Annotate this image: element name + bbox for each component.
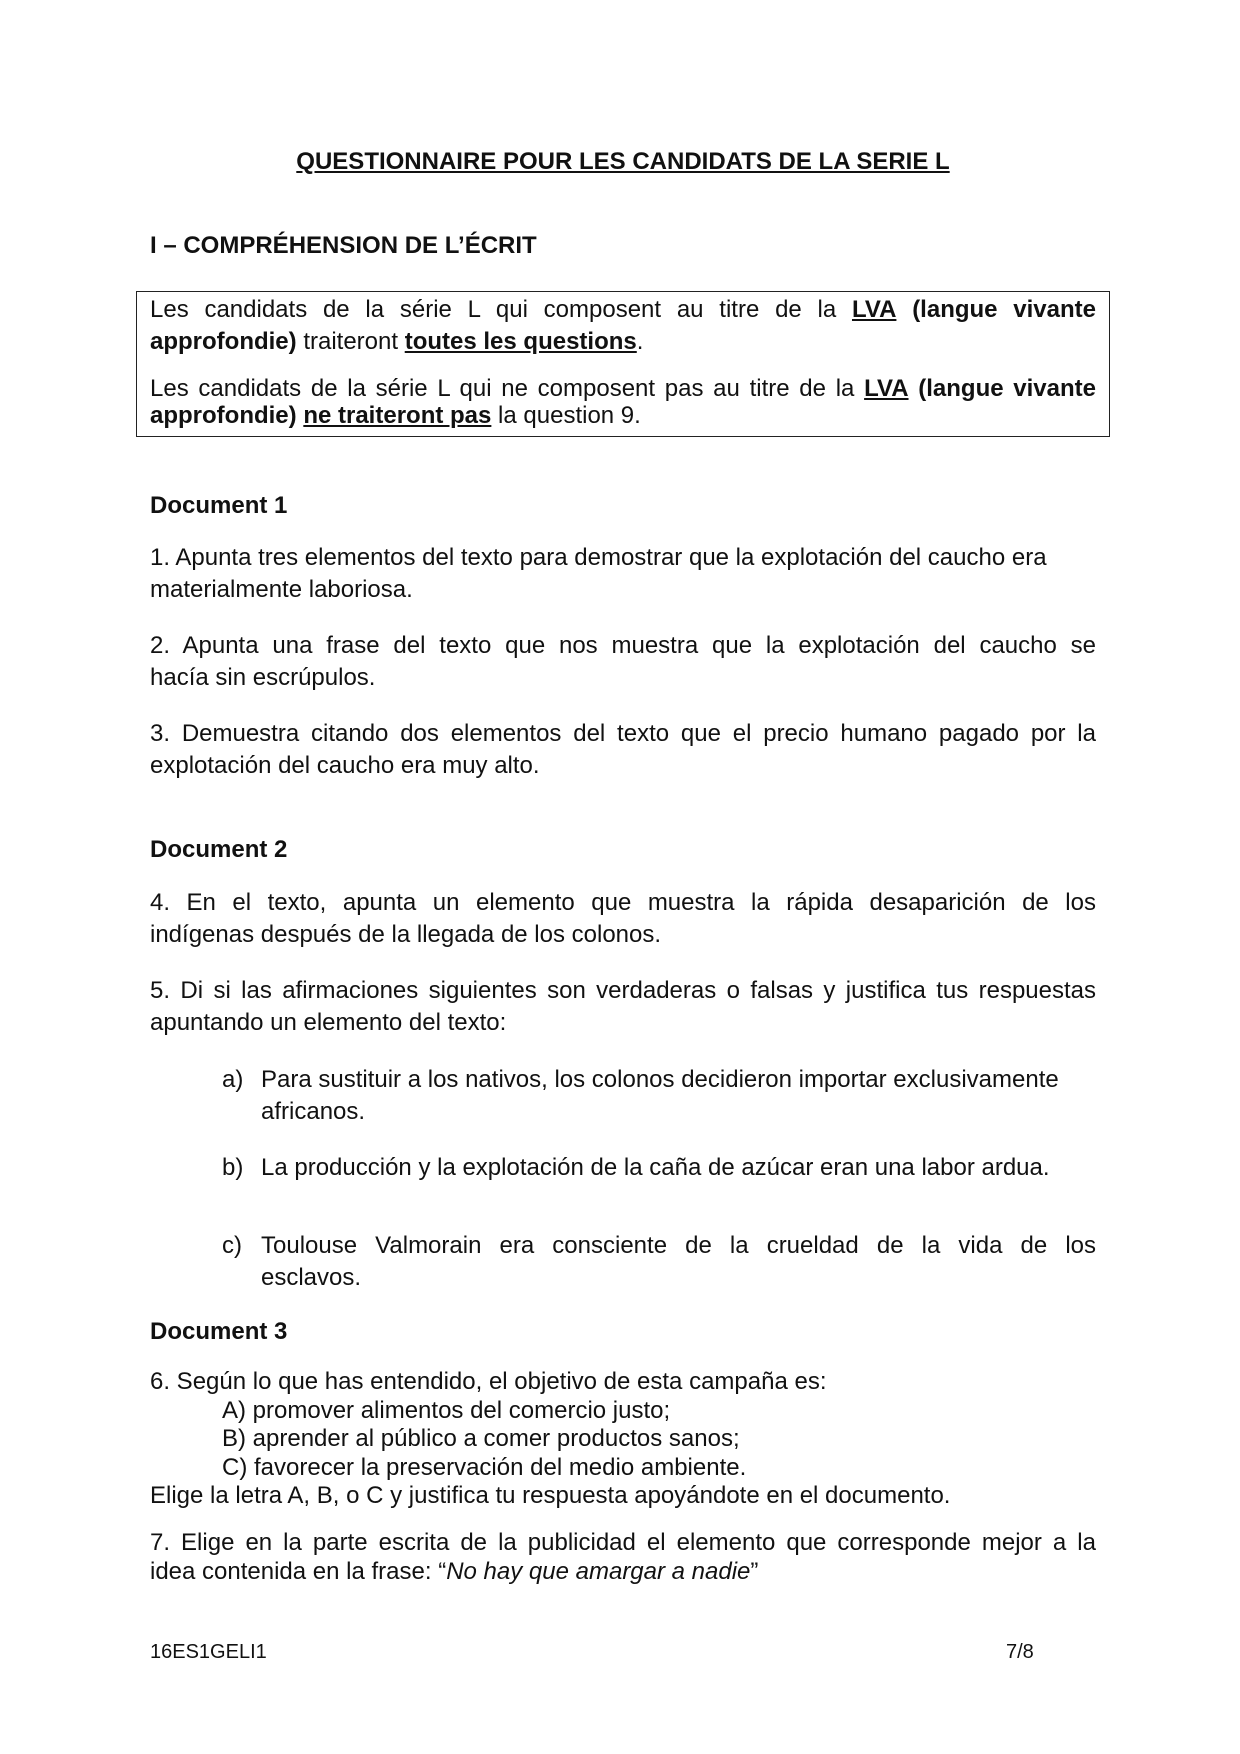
lva-term: LVA (851, 296, 897, 323)
notice-p2-line1: Les candidats de la série L qui ne composent pas au titre de la LVA (langue vivante (150, 375, 1097, 402)
statement-c: Toulouse Valmorain era consciente de la crueldad de la vida de los esclavos. (261, 1232, 1096, 1291)
option-c: C) favorecer la preservación del medio ambiente. (222, 1453, 747, 1481)
question-2: 2. Apunta una frase del texto que nos muestra que la explotación del caucho se hacía sin escrúpulos. (150, 632, 1096, 691)
document-1-heading: Document 1 (150, 492, 288, 519)
question-5: 5. Di si las afirmaciones siguientes son verdaderas o falsas y justifica tus respuestas apuntando un elemento del texto: (150, 977, 1096, 1036)
document-3-heading: Document 3 (150, 1318, 288, 1345)
notice-p2-line2: approfondie) ne traiteront pas la question 9. (150, 402, 641, 429)
statement-a-label: a) (222, 1066, 244, 1093)
option-a: A) promover alimentos del comercio justo; (222, 1396, 671, 1424)
statement-a: Para sustituir a los nativos, los colonos decidieron importar exclusivamente africanos. (261, 1066, 1059, 1125)
instructions-box (136, 291, 1110, 437)
statement-c-label: c) (222, 1232, 242, 1259)
footer-exam-code: 16ES1GELI1 (150, 1641, 267, 1663)
will-not-answer-emphasis: ne traiteront pas (303, 402, 492, 429)
footer-page-number: 7/8 (1006, 1641, 1034, 1663)
lva-term: LVA (864, 375, 909, 402)
option-b: B) aprender al público a comer productos sanos; (222, 1425, 740, 1452)
section-heading: I – COMPRÉHENSION DE L’ÉCRIT (150, 232, 537, 259)
statement-b-label: b) (222, 1154, 244, 1181)
all-questions-emphasis: toutes les questions (404, 328, 637, 355)
question-4: 4. En el texto, apunta un elemento que muestra la rápida desaparición de los indígenas después de la llegada de los colonos. (150, 889, 1096, 948)
question-3: 3. Demuestra citando dos elementos del texto que el precio humano pagado por la explotación del caucho era muy alto. (150, 720, 1096, 779)
page-title: QUESTIONNAIRE POUR LES CANDIDATS DE LA SERIE L (296, 148, 950, 175)
notice-p1-line2: approfondie) traiteront toutes les questions. (150, 328, 644, 355)
quoted-phrase: No hay que amargar a nadie (446, 1557, 751, 1585)
question-1: 1. Apunta tres elementos del texto para demostrar que la explotación del caucho era materialmente laboriosa. (150, 544, 1047, 603)
statement-b: La producción y la explotación de la caña de azúcar eran una labor ardua. (261, 1154, 1050, 1181)
document-2-heading: Document 2 (150, 836, 288, 863)
question-6: 6. Según lo que has entendido, el objetivo de esta campaña es: A) promover alimentos del comercio justo; B) aprender al público a comer productos sanos; C) favorecer la preservación del medio ambiente. Elige la letra A, B, o C y justifica tu respuesta apoyándote en el documento. (150, 1368, 1096, 1511)
notice-p1-line1: Les candidats de la série L qui composent au titre de la LVA (langue vivante (150, 296, 1096, 323)
question-7: 7. Elige en la parte escrita de la publicidad el elemento que corresponde mejor a la idea contenida en la frase: “No hay que amargar a nadie” (150, 1529, 1096, 1585)
